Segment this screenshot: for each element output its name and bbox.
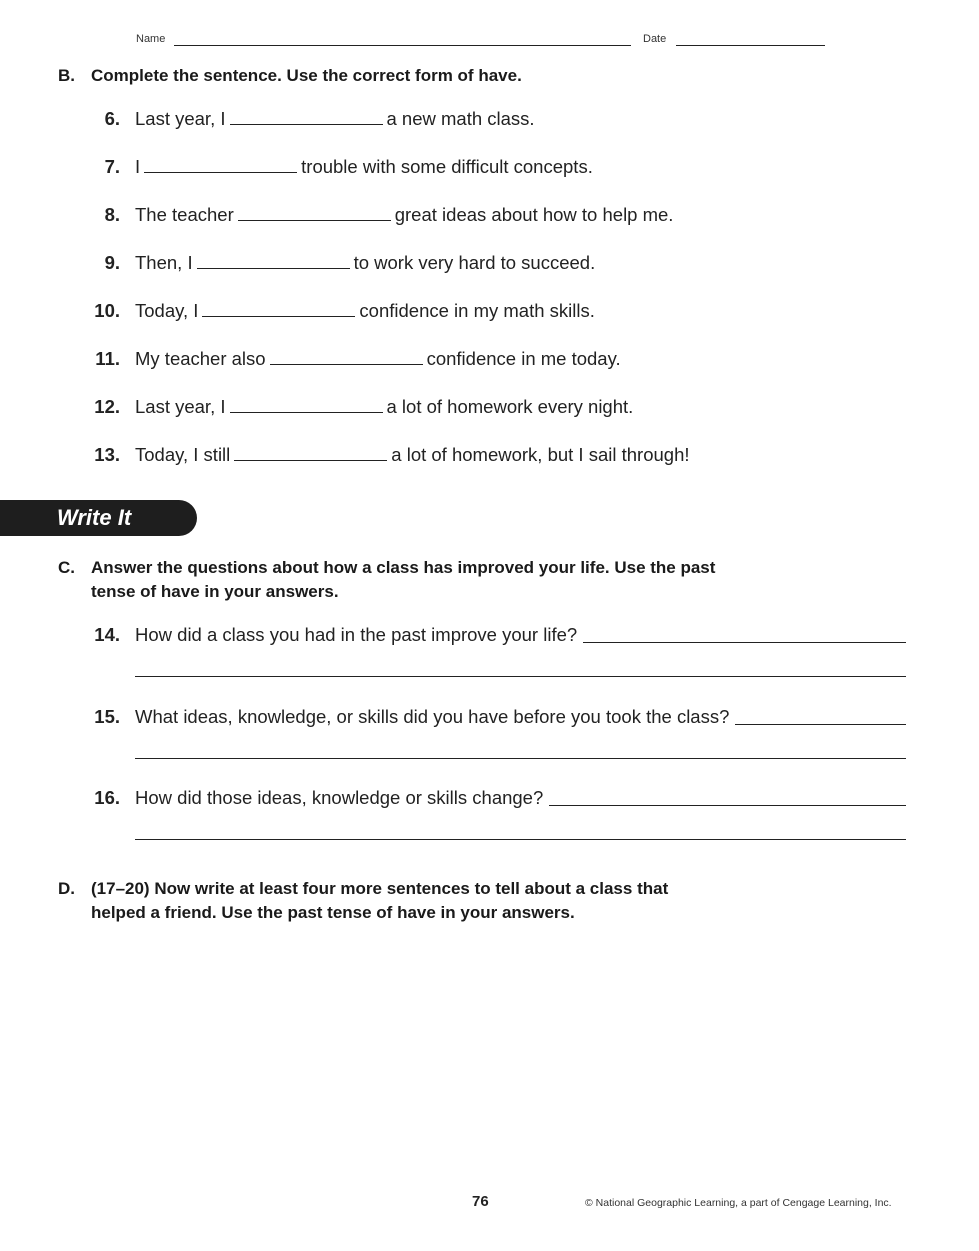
exercise-item — [80, 347, 900, 373]
item-number: 6. — [104, 108, 120, 129]
section-d-instructions — [58, 877, 818, 927]
section-b-letter: B. — [58, 66, 76, 85]
item-number: 7. — [104, 156, 120, 177]
sentence-start: Today, I still — [135, 444, 231, 465]
sentence-start: Last year, I — [135, 396, 226, 417]
answer-line[interactable] — [135, 839, 906, 840]
name-field[interactable] — [174, 45, 631, 46]
sentence-end: trouble with some difficult concepts. — [301, 156, 593, 177]
page-number: 76 — [472, 1193, 489, 1210]
question-text: How did a class you had in the past improve your life? — [135, 624, 578, 645]
section-d-line1: (17–20) Now write at least four more sentences to tell about a class that — [91, 879, 669, 898]
sentence-start: Last year, I — [135, 108, 226, 129]
exercise-item — [80, 251, 900, 277]
item-sentence — [135, 395, 633, 419]
answer-blank[interactable] — [197, 251, 350, 269]
sentence-start: Today, I — [135, 300, 199, 321]
answer-blank[interactable] — [202, 299, 355, 317]
question-number: 14. — [94, 624, 120, 645]
item-sentence — [135, 347, 621, 371]
answer-blank[interactable] — [270, 347, 423, 365]
sentence-end: a lot of homework every night. — [386, 396, 634, 417]
item-sentence — [135, 443, 690, 467]
name-label: Name — [136, 33, 166, 45]
answer-blank[interactable] — [230, 107, 383, 125]
item-number: 8. — [104, 204, 120, 225]
sentence-start: I — [135, 156, 141, 177]
sentence-end: to work very hard to succeed. — [353, 252, 596, 273]
date-field[interactable] — [676, 45, 825, 46]
item-sentence — [135, 299, 595, 323]
item-number: 11. — [95, 348, 120, 369]
item-sentence — [135, 107, 535, 131]
item-number: 10. — [94, 300, 120, 321]
exercise-item — [80, 203, 900, 229]
sentence-start: My teacher also — [135, 348, 266, 369]
answer-line[interactable] — [135, 676, 906, 677]
sentence-end: great ideas about how to help me. — [394, 204, 674, 225]
item-number: 13. — [94, 444, 120, 465]
write-it-banner — [0, 500, 197, 536]
answer-blank[interactable] — [230, 395, 383, 413]
question-number: 16. — [94, 787, 120, 808]
answer-line[interactable] — [549, 805, 906, 806]
sentence-end: confidence in my math skills. — [359, 300, 595, 321]
sentence-end: confidence in me today. — [426, 348, 621, 369]
sentence-start: The teacher — [135, 204, 234, 225]
section-b-instructions — [58, 64, 818, 88]
section-c-line1: Answer the questions about how a class has improved your life. Use the past — [91, 558, 716, 577]
exercise-item — [80, 155, 900, 181]
item-number: 12. — [94, 396, 120, 417]
sentence-start: Then, I — [135, 252, 193, 273]
item-sentence — [135, 203, 673, 227]
exercise-item — [80, 107, 900, 133]
question-text: What ideas, knowledge, or skills did you have before you took the class? — [135, 706, 730, 727]
question-number: 15. — [94, 706, 120, 727]
exercise-item — [80, 395, 900, 421]
question-text: How did those ideas, knowledge or skills change? — [135, 787, 544, 808]
item-sentence — [135, 155, 593, 179]
sentence-end: a lot of homework, but I sail through! — [391, 444, 690, 465]
item-sentence — [135, 251, 595, 275]
answer-line[interactable] — [583, 642, 906, 643]
section-d-letter: D. — [58, 879, 76, 898]
exercise-item — [80, 443, 900, 469]
section-c-letter: C. — [58, 558, 76, 577]
answer-blank[interactable] — [238, 203, 391, 221]
answer-blank[interactable] — [144, 155, 297, 173]
answer-blank[interactable] — [234, 443, 387, 461]
sentence-end: a new math class. — [386, 108, 535, 129]
banner-title: Write It — [57, 505, 132, 530]
date-label: Date — [643, 33, 667, 45]
section-c-line2: tense of have in your answers. — [91, 582, 339, 601]
exercise-item — [80, 299, 900, 325]
copyright-notice: © National Geographic Learning, a part of Cengage Learning, Inc. — [585, 1197, 892, 1209]
answer-line[interactable] — [735, 724, 906, 725]
section-c-instructions — [58, 556, 818, 606]
item-number: 9. — [104, 252, 120, 273]
section-b-text: Complete the sentence. Use the correct form of have. — [91, 66, 522, 85]
answer-line[interactable] — [135, 758, 906, 759]
section-d-line2: helped a friend. Use the past tense of have in your answers. — [91, 903, 575, 922]
